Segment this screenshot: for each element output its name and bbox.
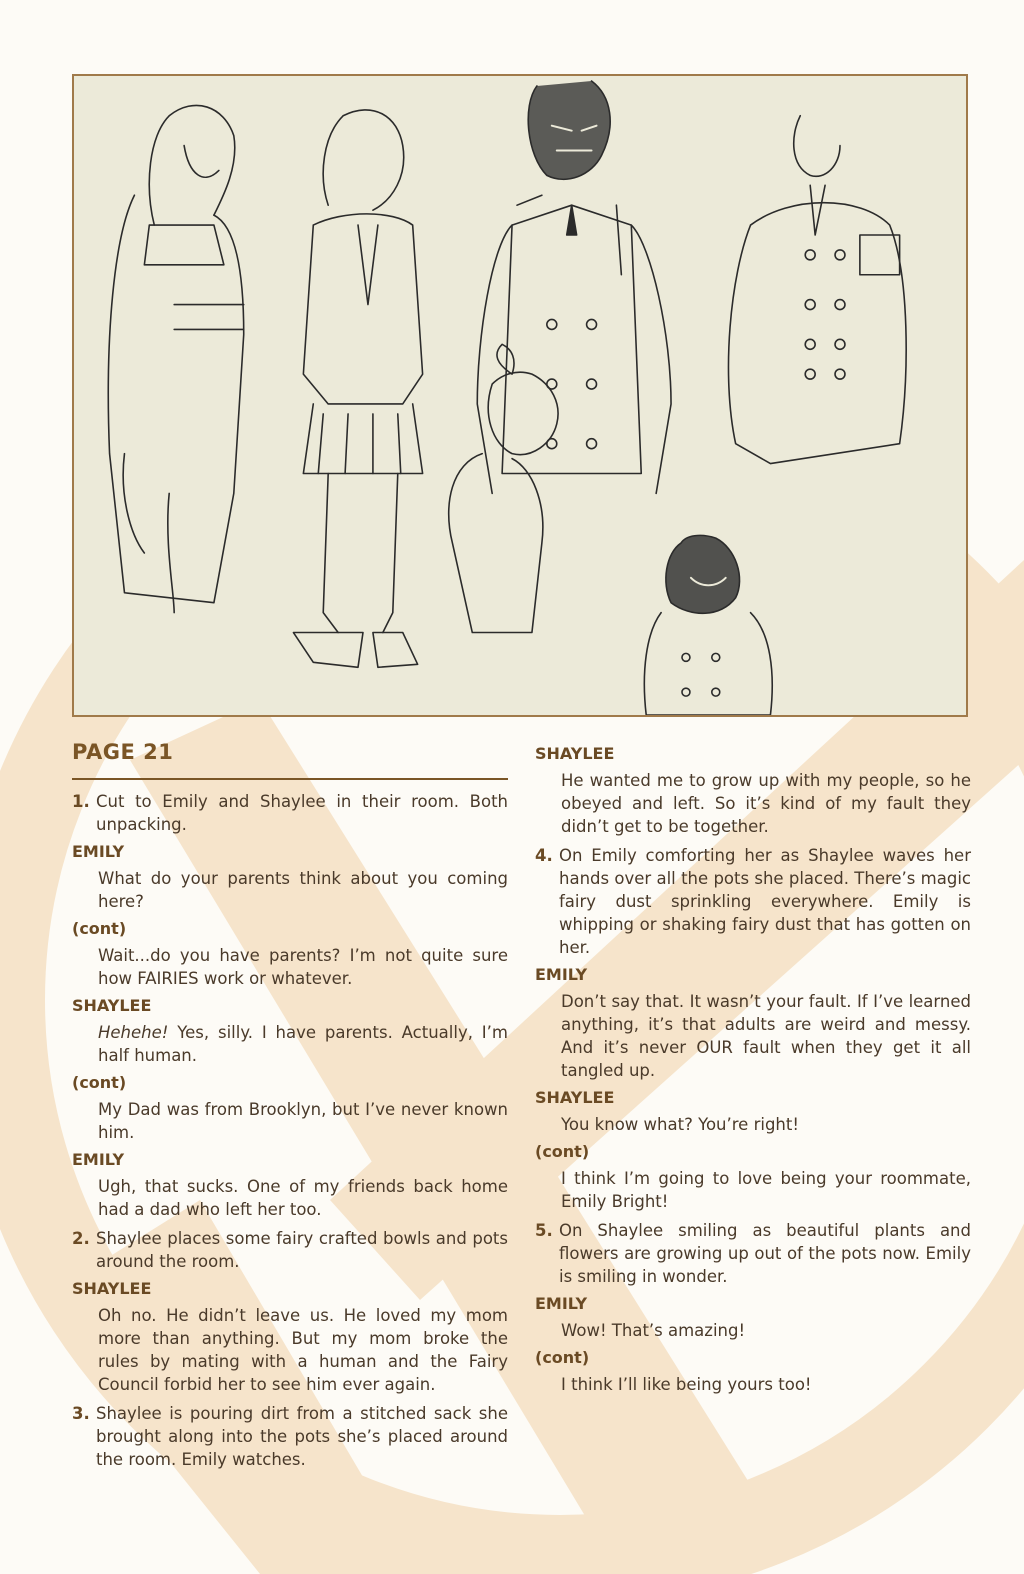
sketch-figure-hood-profile <box>449 344 558 632</box>
speaker-name: EMILY <box>72 842 125 861</box>
dialogue-line: Wow! That’s amazing! <box>561 1321 746 1340</box>
sketch-figure-coat-girl <box>108 105 243 612</box>
panel-number: 4. <box>535 846 553 865</box>
panel-number: 1. <box>72 792 90 811</box>
panel-text: On Shaylee smiling as beautiful plants and flowers are growing up out of the pots now. Emily is smiling in wonder. <box>559 1221 971 1286</box>
dialogue-line <box>72 1021 508 1067</box>
panel-number: 3. <box>72 1404 90 1423</box>
sketch-figure-uniform-girl <box>293 110 422 667</box>
dialogue-line: What do your parents think about you coming here? <box>98 869 508 911</box>
panel-description <box>72 1402 508 1471</box>
speaker-name: SHAYLEE <box>535 744 615 763</box>
panel-description <box>72 1227 508 1273</box>
speaker-name: (cont) <box>72 919 127 938</box>
speaker-name: (cont) <box>535 1142 590 1161</box>
sketch-figure-button-coat <box>728 116 906 464</box>
dialogue-line: Don’t say that. It wasn’t your fault. If I’ve learned anything, it’s that adults are weird and messy. And it’s never OUR fault when they get it all tangled up. <box>561 992 971 1080</box>
dialogue-emphasis: Hehehe! <box>98 1023 169 1042</box>
panel-text: Shaylee places some fairy crafted bowls and pots around the room. <box>96 1229 508 1271</box>
script-column-left <box>72 738 508 1477</box>
panel-description <box>72 790 508 836</box>
speaker-name: EMILY <box>72 1150 125 1169</box>
character-sketches <box>74 76 966 715</box>
dialogue-line: My Dad was from Brooklyn, but I’ve never known him. <box>98 1100 508 1142</box>
script-column-right <box>535 740 971 1402</box>
panel-description <box>535 1219 971 1288</box>
dialogue-line: You know what? You’re right! <box>561 1115 799 1134</box>
character-sketch-panel <box>72 74 968 717</box>
speaker-name: (cont) <box>72 1073 127 1092</box>
speaker-name: (cont) <box>535 1348 590 1367</box>
panel-number: 5. <box>535 1221 553 1240</box>
panel-number: 2. <box>72 1229 90 1248</box>
speaker-name: EMILY <box>535 965 588 984</box>
dialogue-text: Yes, silly. I have parents. Actually, I’m half human. <box>98 1023 508 1065</box>
dialogue-line: He wanted me to grow up with my people, so he obeyed and left. So it’s kind of my fault they didn’t get to be together. <box>561 771 971 836</box>
panel-description <box>535 844 971 959</box>
speaker-name: EMILY <box>535 1294 588 1313</box>
page-title: PAGE 21 <box>72 740 508 780</box>
dialogue-line: Ugh, that sucks. One of my friends back home had a dad who left her too. <box>98 1177 508 1219</box>
speaker-name: SHAYLEE <box>72 996 152 1015</box>
dialogue-line: I think I’ll like being yours too! <box>561 1375 812 1394</box>
sketch-figure-masked-man <box>477 81 671 493</box>
panel-text: On Emily comforting her as Shaylee waves her hands over all the pots she placed. There’s magic fairy dust sprinkling everywhere. Emily is whipping or shaking fairy dust that has gotten on her. <box>559 846 971 957</box>
panel-text: Shaylee is pouring dirt from a stitched sack she brought along into the pots she’s placed around the room. Emily watches. <box>96 1404 508 1469</box>
sketch-figure-small-hooded <box>644 535 772 715</box>
speaker-name: SHAYLEE <box>535 1088 615 1107</box>
speaker-name: SHAYLEE <box>72 1279 152 1298</box>
dialogue-line: I think I’m going to love being your roommate, Emily Bright! <box>561 1169 971 1211</box>
dialogue-line: Wait...do you have parents? I’m not quite sure how FAIRIES work or whatever. <box>98 946 508 988</box>
panel-text: Cut to Emily and Shaylee in their room. Both unpacking. <box>96 792 508 834</box>
dialogue-line: Oh no. He didn’t leave us. He loved my mom more than anything. But my mom broke the rules by mating with a human and the Fairy Council forbid her to see him ever again. <box>98 1306 508 1394</box>
